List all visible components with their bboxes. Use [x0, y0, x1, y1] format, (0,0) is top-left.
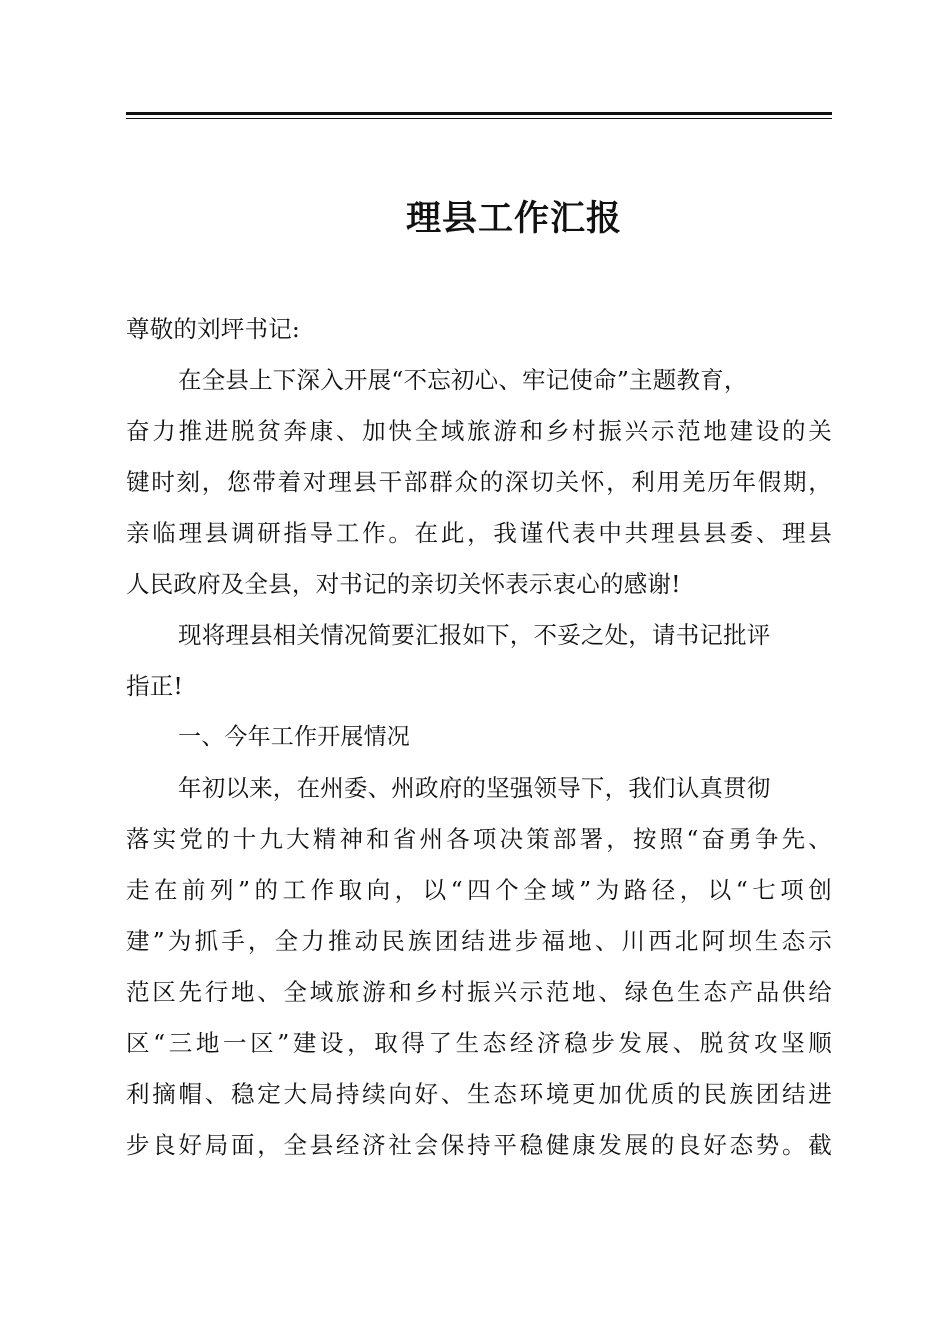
paragraph1-line: 键时刻，您带着对理县干部群众的深切关怀，利用羌历年假期， — [126, 468, 832, 496]
document-body — [126, 304, 832, 1171]
paragraph3-line: 建”为抓手，全力推动民族团结进步福地、川西北阿坝生态示 — [126, 927, 832, 955]
paragraph1-line: 人民政府及全县，对书记的亲切关怀表示衷心的感谢! — [126, 570, 681, 598]
header-double-rule-thin — [126, 118, 832, 119]
paragraph3-line: 范区先行地、全域旅游和乡村振兴示范地、绿色生态产品供给 — [126, 978, 832, 1006]
paragraph3-line: 走在前列”的工作取向，以“四个全域”为路径，以“七项创 — [126, 876, 832, 904]
paragraph1-line: 奋力推进脱贫奔康、加快全域旅游和乡村振兴示范地建设的关 — [126, 417, 832, 445]
salutation: 尊敬的刘坪书记: — [126, 315, 301, 343]
section-heading: 一、今年工作开展情况 — [178, 724, 410, 750]
paragraph3-line: 区“三地一区”建设，取得了生态经济稳步发展、脱贫攻坚顺 — [126, 1029, 832, 1057]
document-title: 理县工作汇报 — [405, 199, 622, 239]
paragraph3-line: 利摘帽、稳定大局持续向好、生态环境更加优质的民族团结进 — [126, 1080, 832, 1108]
paragraph3-line: 年初以来，在州委、州政府的坚强领导下，我们认真贯彻 — [178, 774, 771, 802]
paragraph3-line: 落实党的十九大精神和省州各项决策部署，按照“奋勇争先、 — [126, 825, 832, 853]
paragraph1-line: 在全县上下深入开展“不忘初心、牢记使命”主题教育， — [178, 366, 748, 394]
header-double-rule-thick — [126, 112, 832, 115]
paragraph1-line: 亲临理县调研指导工作。在此，我谨代表中共理县县委、理县 — [126, 519, 832, 547]
paragraph2-line: 现将理县相关情况简要汇报如下，不妥之处，请书记批评 — [178, 621, 771, 649]
paragraph2-line: 指正! — [126, 672, 184, 700]
paragraph3-line: 步良好局面，全县经济社会保持平稳健康发展的良好态势。截 — [126, 1131, 832, 1159]
